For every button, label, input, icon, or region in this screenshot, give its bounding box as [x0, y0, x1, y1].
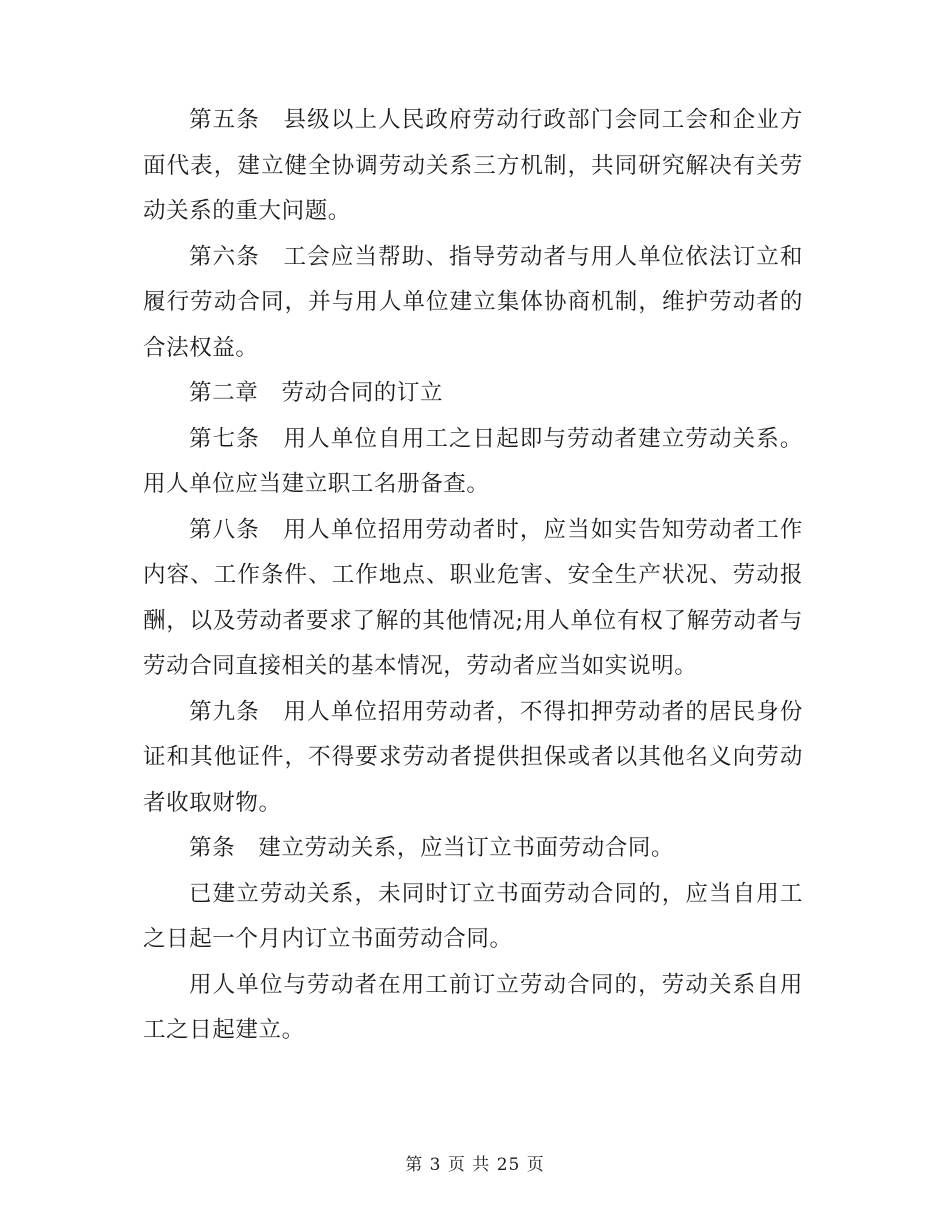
paragraph-article-8: 第八条 用人单位招用劳动者时，应当如实告知劳动者工作内容、工作条件、工作地点、职业危害、安全生产状况、劳动报酬，以及劳动者要求了解的其他情况;用人单位有权了解劳动者与劳动合同直接相关的基本情况，劳动者应当如实说明。	[143, 516, 803, 679]
paragraph-article-10-clause-2: 已建立劳动关系，未同时订立书面劳动合同的，应当自用工之日起一个月内订立书面劳动合同。	[143, 880, 803, 952]
chapter-heading: 第二章 劳动合同的订立	[189, 380, 444, 406]
paragraph-article-6: 第六条 工会应当帮助、指导劳动者与用人单位依法订立和履行劳动合同，并与用人单位建立集体协商机制，维护劳动者的合法权益。	[143, 243, 803, 361]
paragraph-article-10: 第条 建立劳动关系，应当订立书面劳动合同。	[189, 835, 675, 861]
paragraph-article-9: 第九条 用人单位招用劳动者，不得扣押劳动者的居民身份证和其他证件，不得要求劳动者提供担保或者以其他名义向劳动者收取财物。	[143, 698, 803, 816]
paragraph-article-5: 第五条 县级以上人民政府劳动行政部门会同工会和企业方面代表，建立健全协调劳动关系三方机制，共同研究解决有关劳动关系的重大问题。	[143, 107, 803, 224]
page-number-footer: 第 3 页 共 25 页	[405, 1155, 545, 1175]
document-body	[143, 98, 803, 1054]
paragraph-article-7: 第七条 用人单位自用工之日起即与劳动者建立劳动关系。用人单位应当建立职工名册备查。	[143, 425, 803, 497]
paragraph-article-10-clause-3: 用人单位与劳动者在用工前订立劳动合同的，劳动关系自用工之日起建立。	[143, 971, 803, 1043]
